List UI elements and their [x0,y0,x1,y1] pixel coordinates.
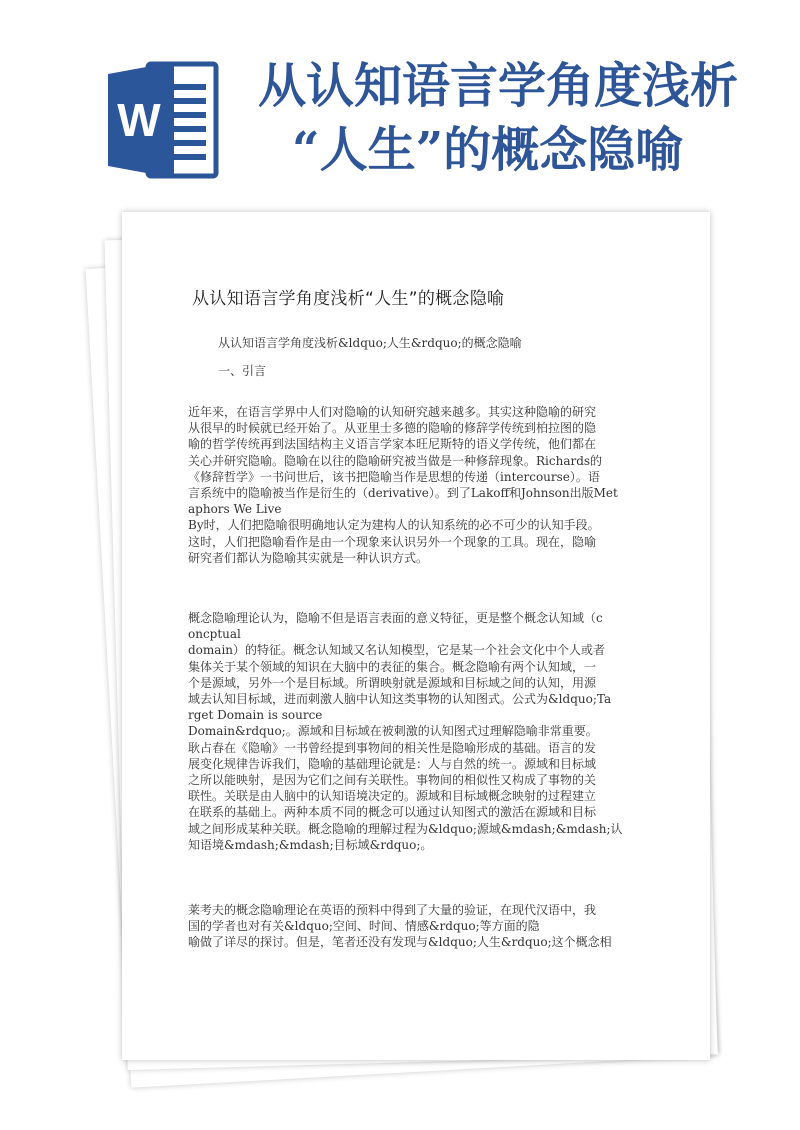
text-line: 联性。关联是由人脑中的认知语境决定的。源域和目标域概念映射的过程建立 [188,789,597,804]
text-line: 域之间形成某种关联。概念隐喻的理解过程为&ldquo;源域&mdash;&mdash;认 [188,821,623,836]
text-line: 关心并研究隐喻。隐喻在以往的隐喻研究被当做是一种修辞现象。Richards的 [188,453,603,468]
text-line: 研究者们都认为隐喻其实就是一种认识方式。 [188,550,429,565]
banner-title-line2: “人生”的概念隐喻 [292,122,684,178]
banner [0,0,800,205]
text-line: 《修辞哲学》一书问世后，该书把隐喻当作是思想的传递（intercourse）。语 [188,469,600,484]
paragraph-1 [188,404,636,566]
text-line: 喻做了详尽的探讨。但是，笔者还没有发现与&ldquo;人生&rdquo;这个概念相 [188,935,612,950]
text-line: 域去认知目标域，进而刺激人脑中认知这类事物的认知图式。公式为&ldquo;Ta [188,692,612,707]
text-line: 莱考夫的概念隐喻理论在英语的预料中得到了大量的验证，在现代汉语中，我 [188,903,597,917]
text-line: Domain&rdquo;。源域和目标域在被刺激的认知图式过理解隐喻非常重要。 [188,724,598,739]
text-line: 展变化规律告诉我们，隐喻的基础理论就是：人与自然的统一。源域和目标域 [188,756,597,771]
section-heading: 一、引言 [218,364,267,378]
text-line: 言系统中的隐喻被当作是衍生的（derivative）。到了Lakoff和Johnson出版Met [188,486,618,501]
text-line: 近年来，在语言学界中人们对隐喻的认知研究越来越多。其实这种隐喻的研究 [188,405,597,419]
banner-title-line1: 从认知语言学角度浅析 [258,58,739,114]
document-page [122,212,710,1060]
text-line: aphors We Live [188,502,282,517]
text-line: 个是源域，另外一个是目标域。所谓映射就是源域和目标域之间的认知，用源 [188,675,597,690]
document-subtitle: 从认知语言学角度浅析&ldquo;人生&rdquo;的概念隐喻 [218,336,522,350]
word-logo-letter: W [117,94,161,146]
paragraph-2 [188,610,636,853]
text-line: 概念隐喻理论认为，隐喻不但是语言表面的意义特征，更是整个概念认知域（c [188,611,603,625]
paragraph-3 [188,902,636,951]
text-line: By时，人们把隐喻很明确地认定为建构人的认知系统的必不可少的认知手段。 [188,518,600,533]
document-title: 从认知语言学角度浅析“人生”的概念隐喻 [192,289,505,309]
text-line: 集体关于某个领域的知识在大脑中的表征的集合。概念隐喻有两个认知域，一 [188,659,597,674]
text-line: 在联系的基础上。两种本质不同的概念可以通过认知图式的激活在源域和目标 [188,805,597,820]
text-line: 之所以能映射，是因为它们之间有关联性。事物间的相似性又构成了事物的关 [188,773,597,788]
text-line: 喻的哲学传统再到法国结构主义语言学家本旺尼斯特的语义学传统，他们都在 [188,437,597,452]
text-line: 知语境&mdash;&mdash;目标域&rdquo;。 [188,837,433,852]
word-logo-icon [108,58,220,182]
text-line: 耿占春在《隐喻》一书曾经提到事物间的相关性是隐喻形成的基础。语言的发 [188,740,597,755]
text-line: 这时，人们把隐喻看作是由一个现象来认识另外一个现象的工具。现在，隐喻 [188,534,597,549]
text-line: oncptual [188,627,241,642]
text-line: 国的学者也对有关&ldquo;空间、时间、情感&rdquo;等方面的隐 [188,919,540,934]
text-line: rget Domain is source [188,708,323,723]
text-line: 从很早的时候就已经开始了。从亚里士多德的隐喻的修辞学传统到柏拉图的隐 [188,421,597,436]
text-line: domain）的特征。概念认知域又名认知模型，它是某一个社会文化中个人或者 [188,643,606,658]
